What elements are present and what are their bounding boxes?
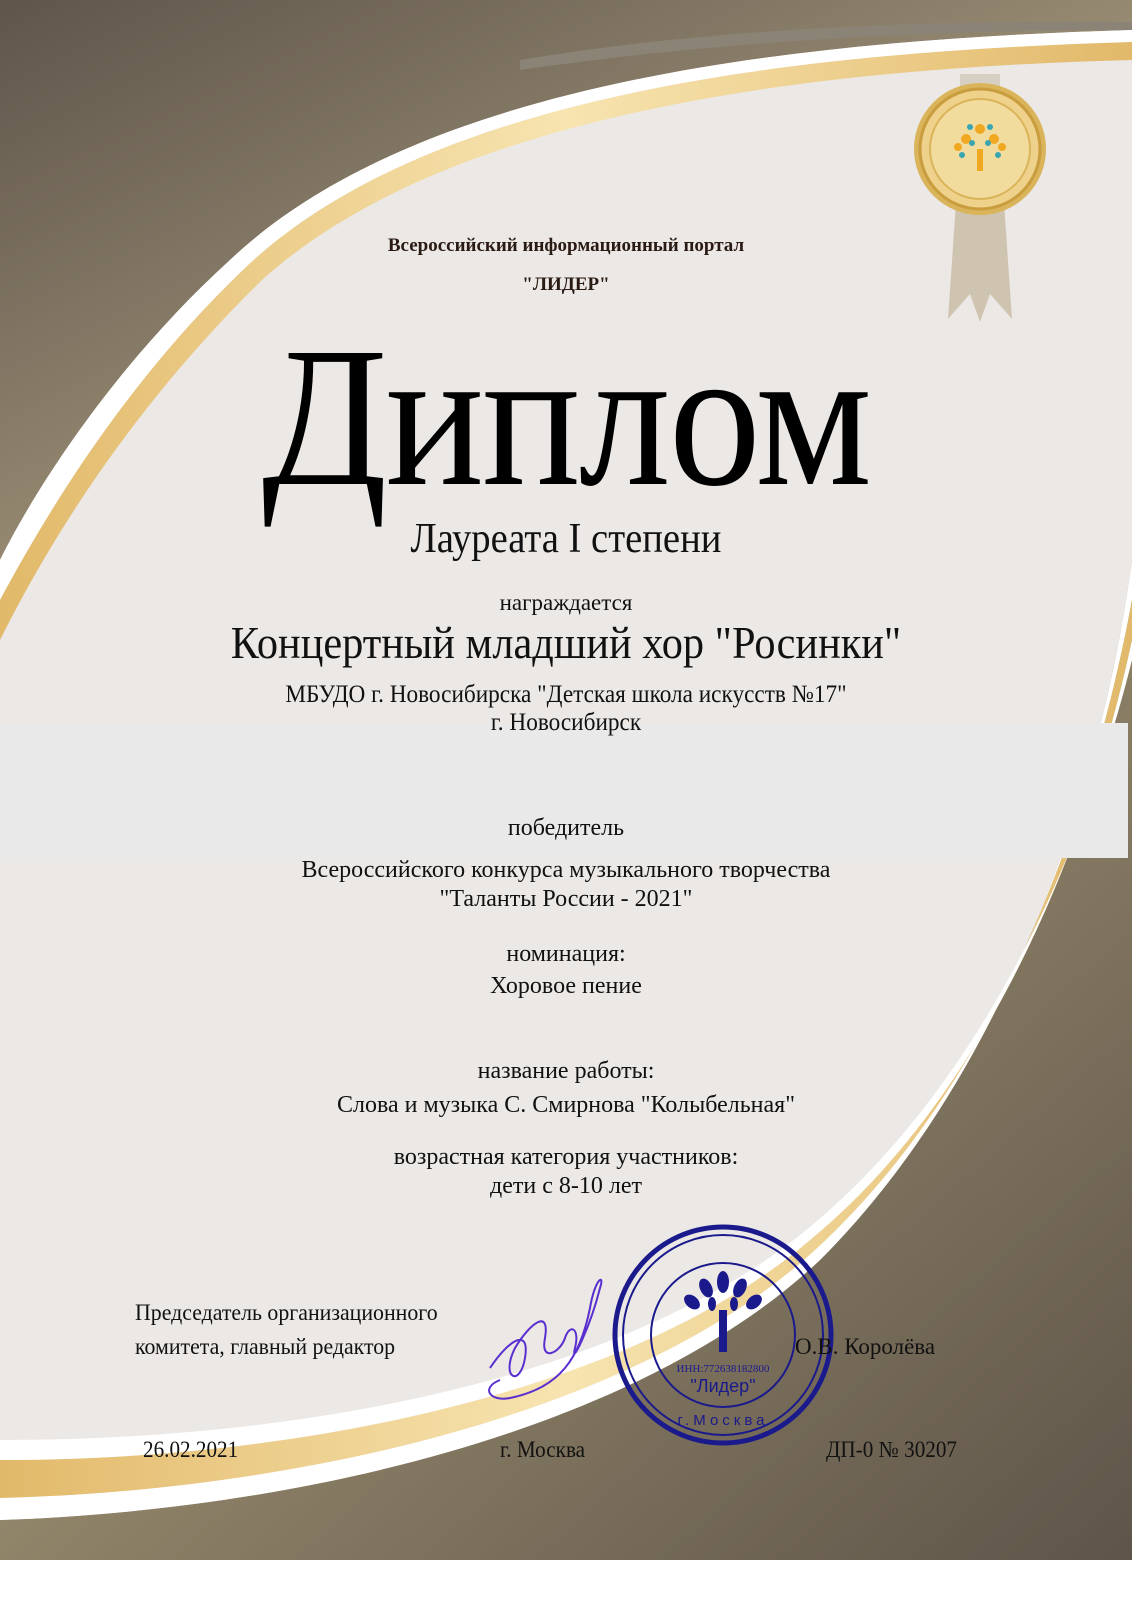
portal-brand: "ЛИДЕР"	[522, 274, 610, 295]
signer-position-line1: Председатель организационного	[135, 1300, 438, 1325]
nomination-label: номинация:	[506, 941, 626, 967]
svg-text:г.Москва: г.Москва	[677, 1412, 769, 1429]
issue-date: 26.02.2021	[143, 1437, 239, 1462]
svg-text:"Лидер": "Лидер"	[690, 1376, 756, 1396]
issue-place: г. Москва	[500, 1437, 586, 1462]
contest-title: "Таланты России - 2021"	[439, 886, 693, 912]
recipient-name: Концертный младший хор "Росинки"	[230, 617, 902, 668]
recipient-city: г. Новосибирск	[490, 709, 642, 736]
recipient-organization: МБУДО г. Новосибирска "Детская школа искусств №17"	[285, 681, 847, 708]
awarded-label: награждается	[499, 590, 633, 615]
diploma-title: Диплом	[261, 307, 871, 528]
contest-name: Всероссийского конкурса музыкального творчества	[301, 857, 831, 883]
signature-icon	[470, 1268, 620, 1408]
document-number: ДП-0 № 30207	[826, 1437, 958, 1462]
age-value: дети с 8-10 лет	[490, 1173, 642, 1199]
winner-label: победитель	[507, 815, 625, 841]
nomination-value: Хоровое пение	[490, 973, 642, 999]
signer-position-line2: комитета, главный редактор	[135, 1334, 396, 1359]
signer-name: О.В. Королёва	[795, 1334, 936, 1359]
portal-name: Всероссийский информационный портал	[387, 235, 745, 256]
work-label: название работы:	[477, 1058, 655, 1084]
age-label: возрастная категория участников:	[393, 1144, 739, 1170]
work-value: Слова и музыка С. Смирнова "Колыбельная"	[337, 1092, 795, 1118]
diploma-degree: Лауреата I степени	[410, 516, 722, 562]
svg-text:ИНН:772638182800: ИНН:772638182800	[676, 1363, 770, 1375]
